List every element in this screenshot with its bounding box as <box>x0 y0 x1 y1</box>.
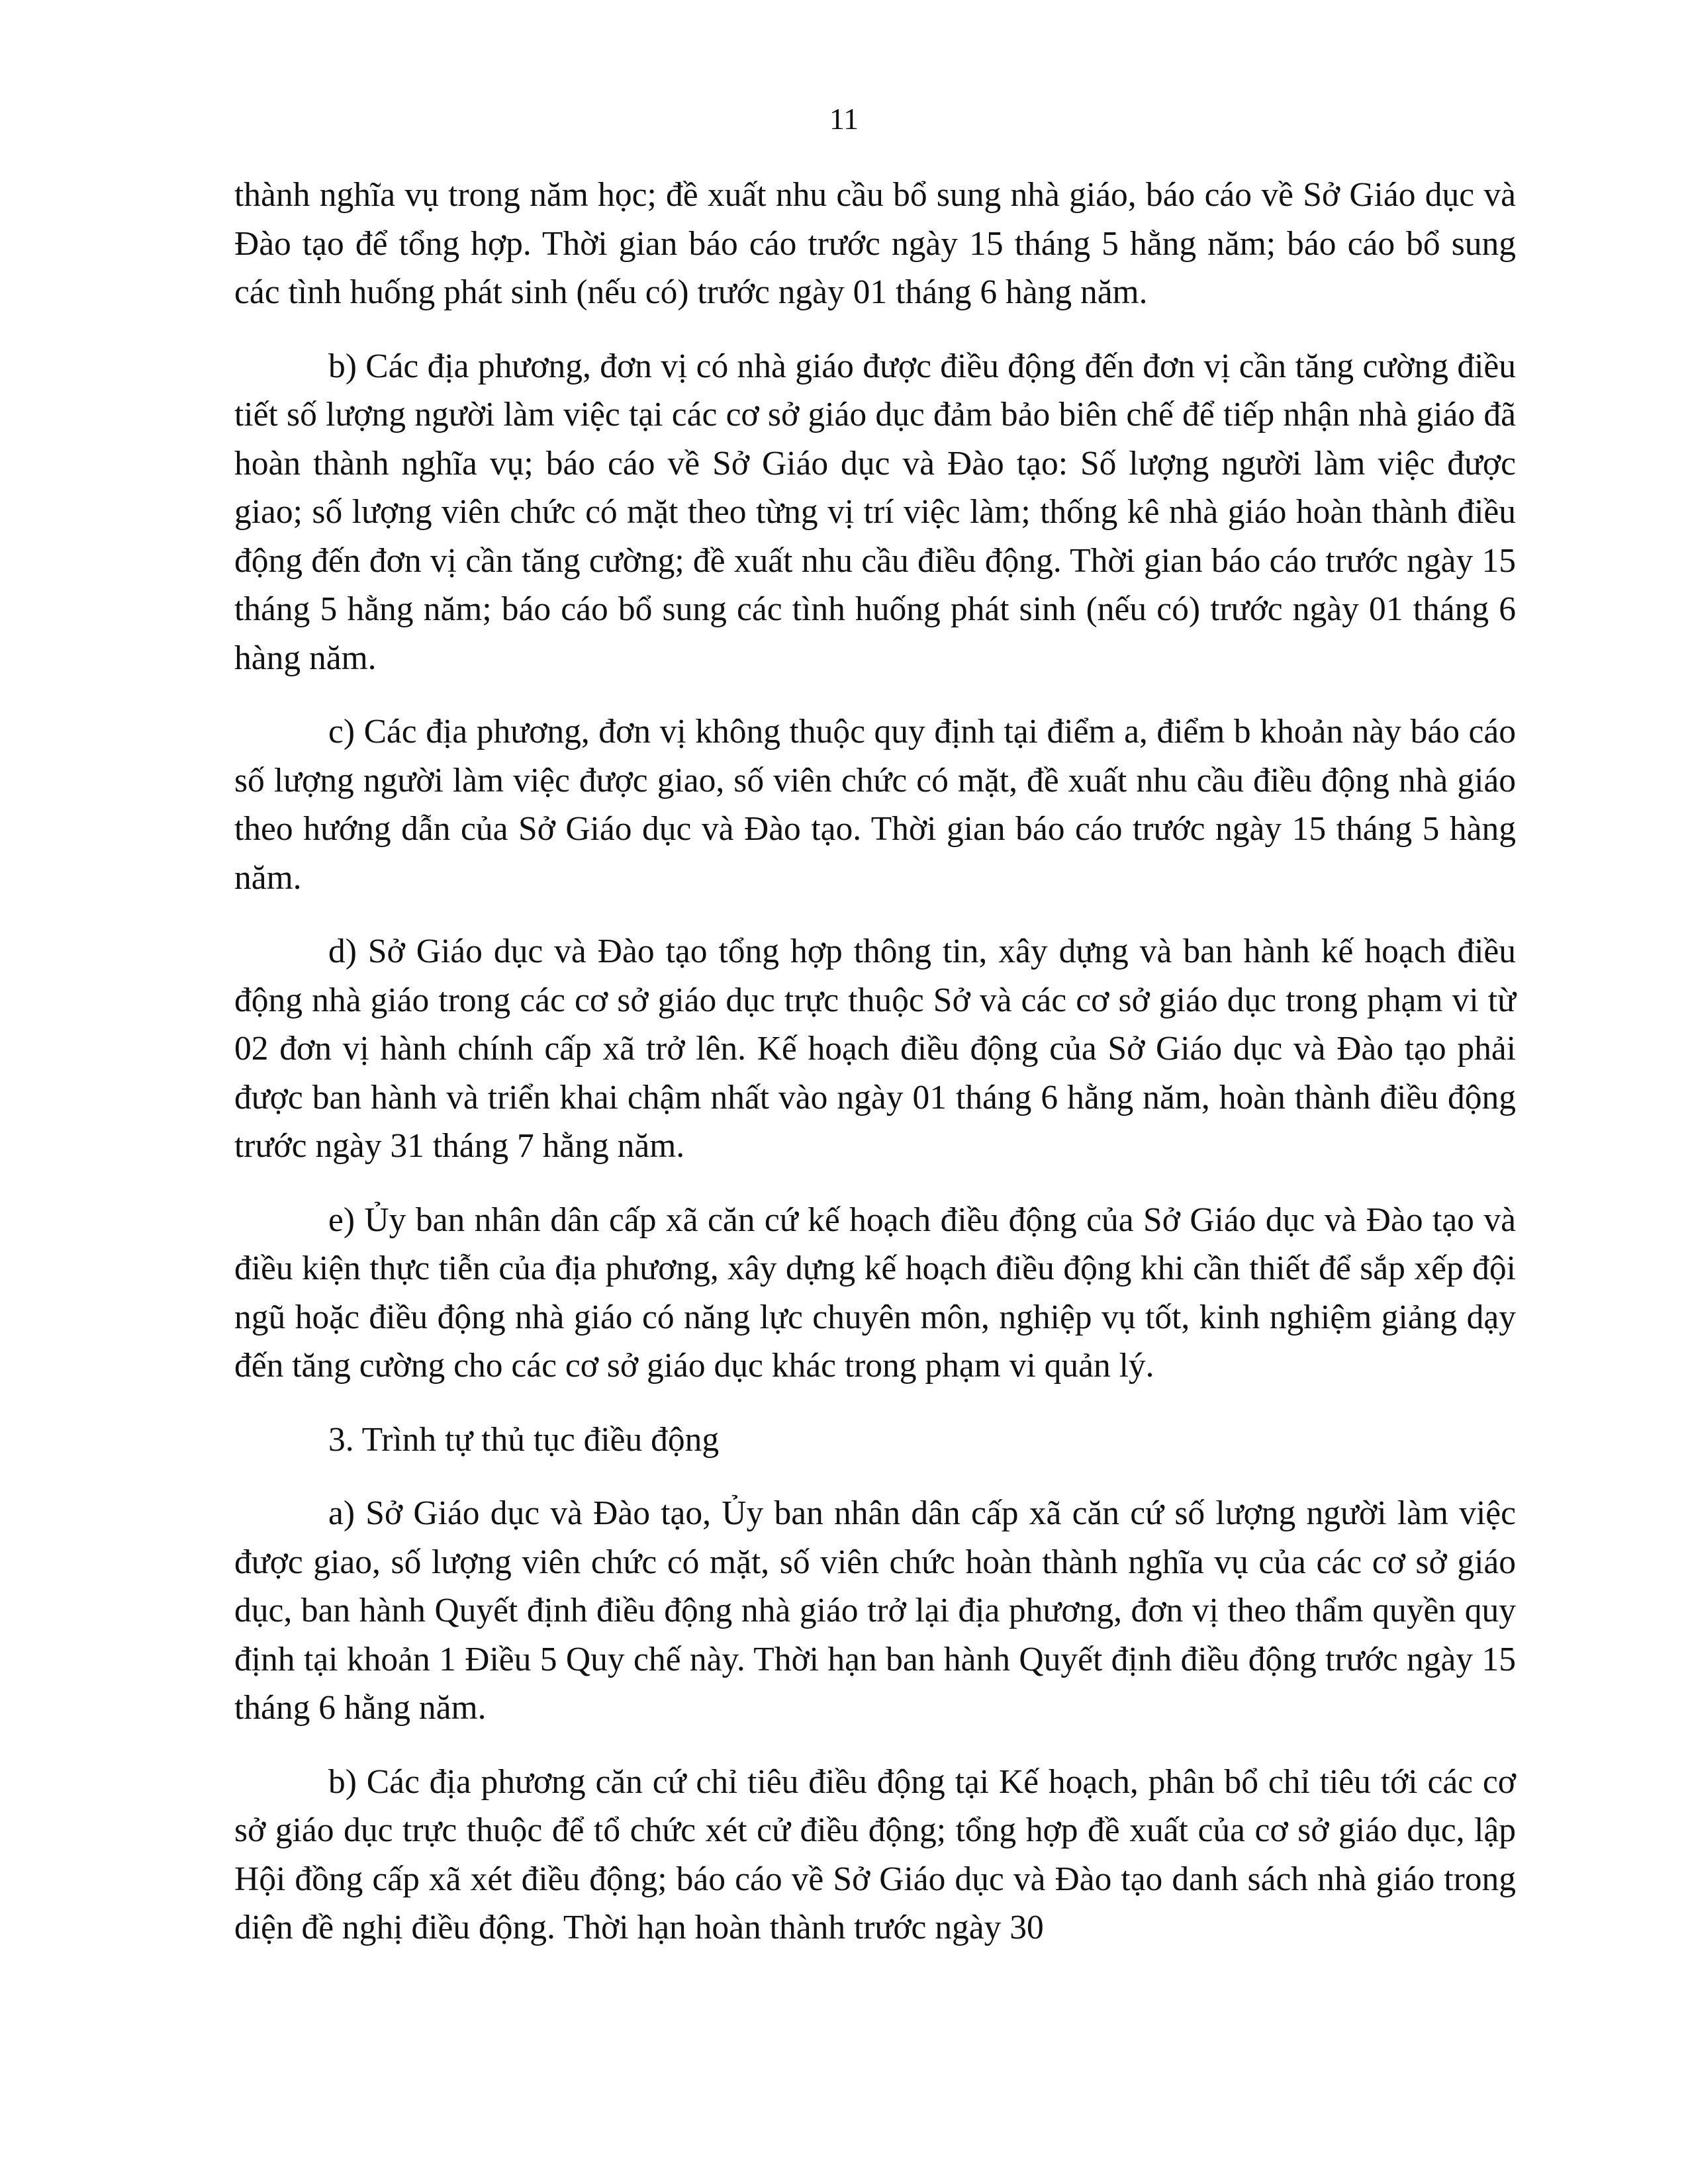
paragraph-section-3-b: b) Các địa phương căn cứ chỉ tiêu điều động tại Kế hoạch, phân bổ chỉ tiêu tới các cơ sở giáo dục trực thuộc để tổ chức xét cử điều động; tổng hợp đề xuất của cơ sở giáo dục, lập Hội đồng cấp xã xét điều động; báo cáo về Sở Giáo dục và Đào tạo danh sách nhà giáo trong diện đề nghị điều động. Thời hạn hoàn thành trước ngày 30 <box>234 1762 1516 1946</box>
paragraph-section-3-a: a) Sở Giáo dục và Đào tạo, Ủy ban nhân dân cấp xã căn cứ số lượng người làm việc được giao, số lượng viên chức có mặt, số viên chức hoàn thành nghĩa vụ của các cơ sở giáo dục, ban hành Quyết định điều động nhà giáo trở lại địa phương, đơn vị theo thẩm quyền quy định tại khoản 1 Điều 5 Quy chế này. Thời hạn ban hành Quyết định điều động trước ngày 15 tháng 6 hằng năm. <box>234 1494 1516 1727</box>
section-heading-3: 3. Trình tự thủ tục điều động <box>328 1420 720 1459</box>
paragraph-continuation: thành nghĩa vụ trong năm học; đề xuất nhu cầu bổ sung nhà giáo, báo cáo về Sở Giáo dục và Đào tạo để tổng hợp. Thời gian báo cáo trước ngày 15 tháng 5 hằng năm; báo cáo bổ sung các tình huống phát sinh (nếu có) trước ngày 01 tháng 6 hàng năm. <box>234 176 1516 311</box>
paragraph-item-d: d) Sở Giáo dục và Đào tạo tổng hợp thông tin, xây dựng và ban hành kế hoạch điều động nhà giáo trong các cơ sở giáo dục trực thuộc Sở và các cơ sở giáo dục trong phạm vi từ 02 đơn vị hành chính cấp xã trở lên. Kế hoạch điều động của Sở Giáo dục và Đào tạo phải được ban hành và triển khai chậm nhất vào ngày 01 tháng 6 hằng năm, hoàn thành điều động trước ngày 31 tháng 7 hằng năm. <box>234 933 1516 1165</box>
paragraph-item-c: c) Các địa phương, đơn vị không thuộc quy định tại điểm a, điểm b khoản này báo cáo số lượng người làm việc được giao, số viên chức có mặt, đề xuất nhu cầu điều động nhà giáo theo hướng dẫn của Sở Giáo dục và Đào tạo. Thời gian báo cáo trước ngày 15 tháng 5 hàng năm. <box>234 713 1516 897</box>
document-body <box>234 171 1516 1978</box>
paragraph-item-e: e) Ủy ban nhân dân cấp xã căn cứ kế hoạch điều động của Sở Giáo dục và Đào tạo và điều kiện thực tiễn của địa phương, xây dựng kế hoạch điều động khi cần thiết để sắp xếp đội ngũ hoặc điều động nhà giáo có năng lực chuyên môn, nghiệp vụ tốt, kinh nghiệm giảng dạy đến tăng cường cho các cơ sở giáo dục khác trong phạm vi quản lý. <box>234 1201 1516 1385</box>
paragraph-item-b: b) Các địa phương, đơn vị có nhà giáo được điều động đến đơn vị cần tăng cường điều tiết số lượng người làm việc tại các cơ sở giáo dục đảm bảo biên chế để tiếp nhận nhà giáo đã hoàn thành nghĩa vụ; báo cáo về Sở Giáo dục và Đào tạo: Số lượng người làm việc được giao; số lượng viên chức có mặt theo từng vị trí việc làm; thống kê nhà giáo hoàn thành điều động đến đơn vị cần tăng cường; đề xuất nhu cầu điều động. Thời gian báo cáo trước ngày 15 tháng 5 hằng năm; báo cáo bổ sung các tình huống phát sinh (nếu có) trước ngày 01 tháng 6 hàng năm. <box>234 347 1516 677</box>
page-number: 11 <box>829 102 859 136</box>
